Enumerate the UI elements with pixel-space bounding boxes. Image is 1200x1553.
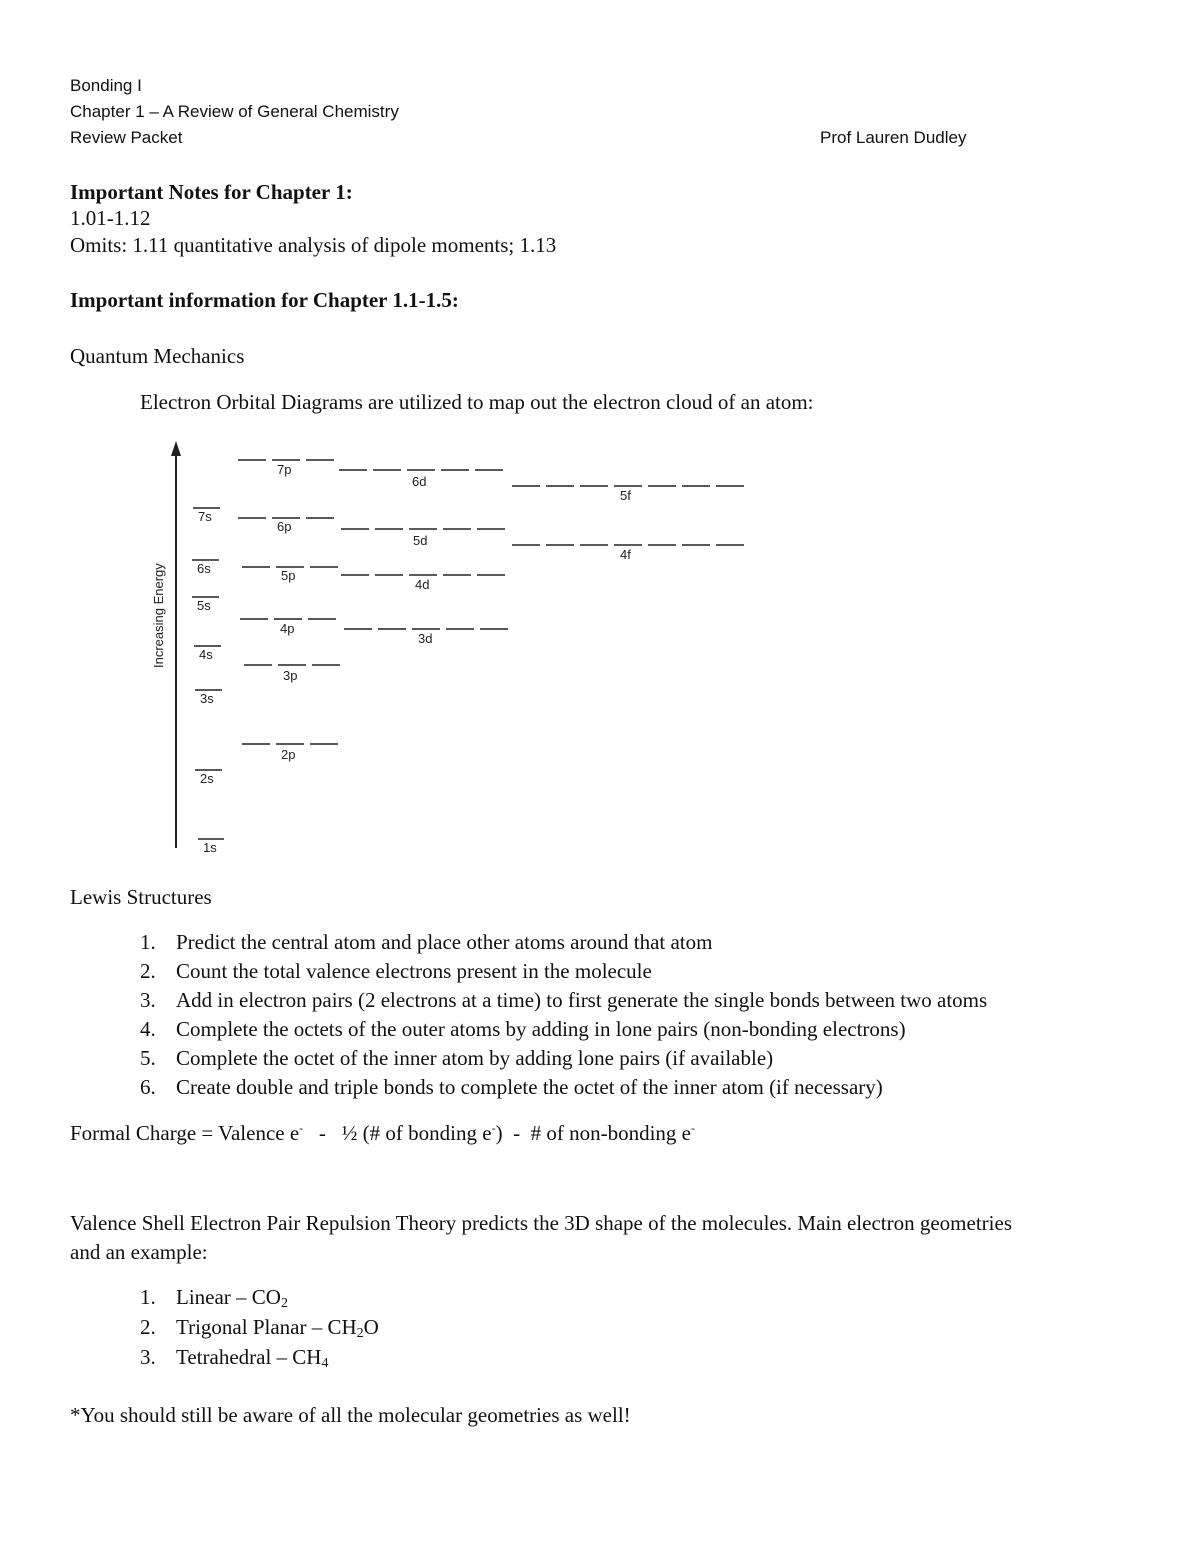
svg-text:5s: 5s bbox=[197, 598, 211, 613]
vsepr-intro-line1: Valence Shell Electron Pair Repulsion Theory predicts the 3D shape of the molecules. Main electron geometries bbox=[70, 1211, 1012, 1235]
vsepr-intro-line2: and an example: bbox=[70, 1240, 208, 1264]
lewis-step: 4. Complete the octets of the outer atoms by adding in lone pairs (non-bonding electrons) bbox=[140, 1017, 906, 1041]
orbital-5s bbox=[192, 597, 219, 613]
svg-text:3p: 3p bbox=[283, 668, 298, 683]
lewis-step: 5. Complete the octet of the inner atom by adding lone pairs (if available) bbox=[140, 1046, 774, 1070]
professor-name: Prof Lauren Dudley bbox=[820, 128, 967, 147]
svg-text:3d: 3d bbox=[418, 631, 433, 646]
lewis-step: 2. Count the total valence electrons present in the molecule bbox=[140, 959, 652, 983]
orbital-4d bbox=[341, 575, 505, 592]
orbital-5p bbox=[242, 567, 338, 583]
svg-text:4p: 4p bbox=[280, 621, 295, 636]
orbital-3s bbox=[195, 690, 222, 706]
orbital-3p bbox=[244, 665, 340, 683]
svg-text:4f: 4f bbox=[620, 547, 631, 562]
orbital-5d bbox=[341, 529, 505, 548]
orbital-3d bbox=[344, 629, 508, 646]
orbital-1s bbox=[198, 839, 224, 855]
quantum-title: Quantum Mechanics bbox=[70, 344, 245, 368]
svg-text:5p: 5p bbox=[281, 568, 296, 583]
svg-text:7p: 7p bbox=[277, 462, 292, 477]
notes-omits: Omits: 1.11 quantitative analysis of dipole moments; 1.13 bbox=[70, 233, 557, 257]
svg-text:4d: 4d bbox=[415, 577, 430, 592]
orbital-6p bbox=[238, 518, 334, 534]
svg-text:7s: 7s bbox=[198, 509, 212, 524]
formal-charge-formula: Formal Charge = Valence e- - ½ (# of bonding e-) - # of non-bonding e- bbox=[70, 1121, 695, 1145]
svg-text:1s: 1s bbox=[203, 840, 217, 855]
svg-text:5d: 5d bbox=[413, 533, 428, 548]
quantum-intro: Electron Orbital Diagrams are utilized to map out the electron cloud of an atom: bbox=[140, 390, 814, 414]
orbital-6d bbox=[339, 470, 503, 489]
svg-text:6d: 6d bbox=[412, 474, 427, 489]
svg-text:6s: 6s bbox=[197, 561, 211, 576]
orbital-2p bbox=[242, 744, 338, 762]
orbital-2s bbox=[195, 770, 222, 786]
orbital-6s bbox=[192, 560, 219, 576]
lewis-step: 6. Create double and triple bonds to complete the octet of the inner atom (if necessary) bbox=[140, 1075, 883, 1099]
svg-text:6p: 6p bbox=[277, 519, 292, 534]
orbital-7p bbox=[238, 460, 334, 477]
lewis-step: 3. Add in electron pairs (2 electrons at a time) to first generate the single bonds between two atoms bbox=[140, 988, 988, 1012]
packet-title: Review Packet bbox=[70, 128, 183, 147]
lewis-step: 1. Predict the central atom and place other atoms around that atom bbox=[140, 930, 713, 954]
orbital-4s bbox=[194, 646, 221, 662]
energy-axis-arrow bbox=[171, 441, 181, 848]
chapter-title: Chapter 1 – A Review of General Chemistry bbox=[70, 102, 399, 121]
lewis-title: Lewis Structures bbox=[70, 885, 212, 909]
svg-text:4s: 4s bbox=[199, 647, 213, 662]
svg-text:2s: 2s bbox=[200, 771, 214, 786]
svg-text:3s: 3s bbox=[200, 691, 214, 706]
orbital-5f bbox=[512, 486, 744, 503]
orbital-4f bbox=[512, 545, 744, 562]
geometry-item: 3. Tetrahedral – $CH_4$ bbox=[140, 1345, 329, 1371]
info-heading: Important information for Chapter 1.1-1.5: bbox=[70, 288, 459, 312]
notes-range: 1.01-1.12 bbox=[70, 206, 151, 230]
orbital-7s bbox=[193, 508, 220, 524]
axis-label: Increasing Energy bbox=[151, 563, 166, 668]
svg-text:5f: 5f bbox=[620, 488, 631, 503]
course-title: Bonding I bbox=[70, 76, 142, 95]
geometry-item: 2. Trigonal Planar – $CH_2O$ bbox=[140, 1315, 379, 1341]
svg-text:2p: 2p bbox=[281, 747, 296, 762]
orbital-4p bbox=[240, 619, 336, 636]
notes-heading: Important Notes for Chapter 1: bbox=[70, 180, 353, 204]
geometry-item: 1. Linear – $CO_2$ bbox=[140, 1285, 288, 1311]
footer-note: *You should still be aware of all the molecular geometries as well! bbox=[70, 1403, 631, 1427]
